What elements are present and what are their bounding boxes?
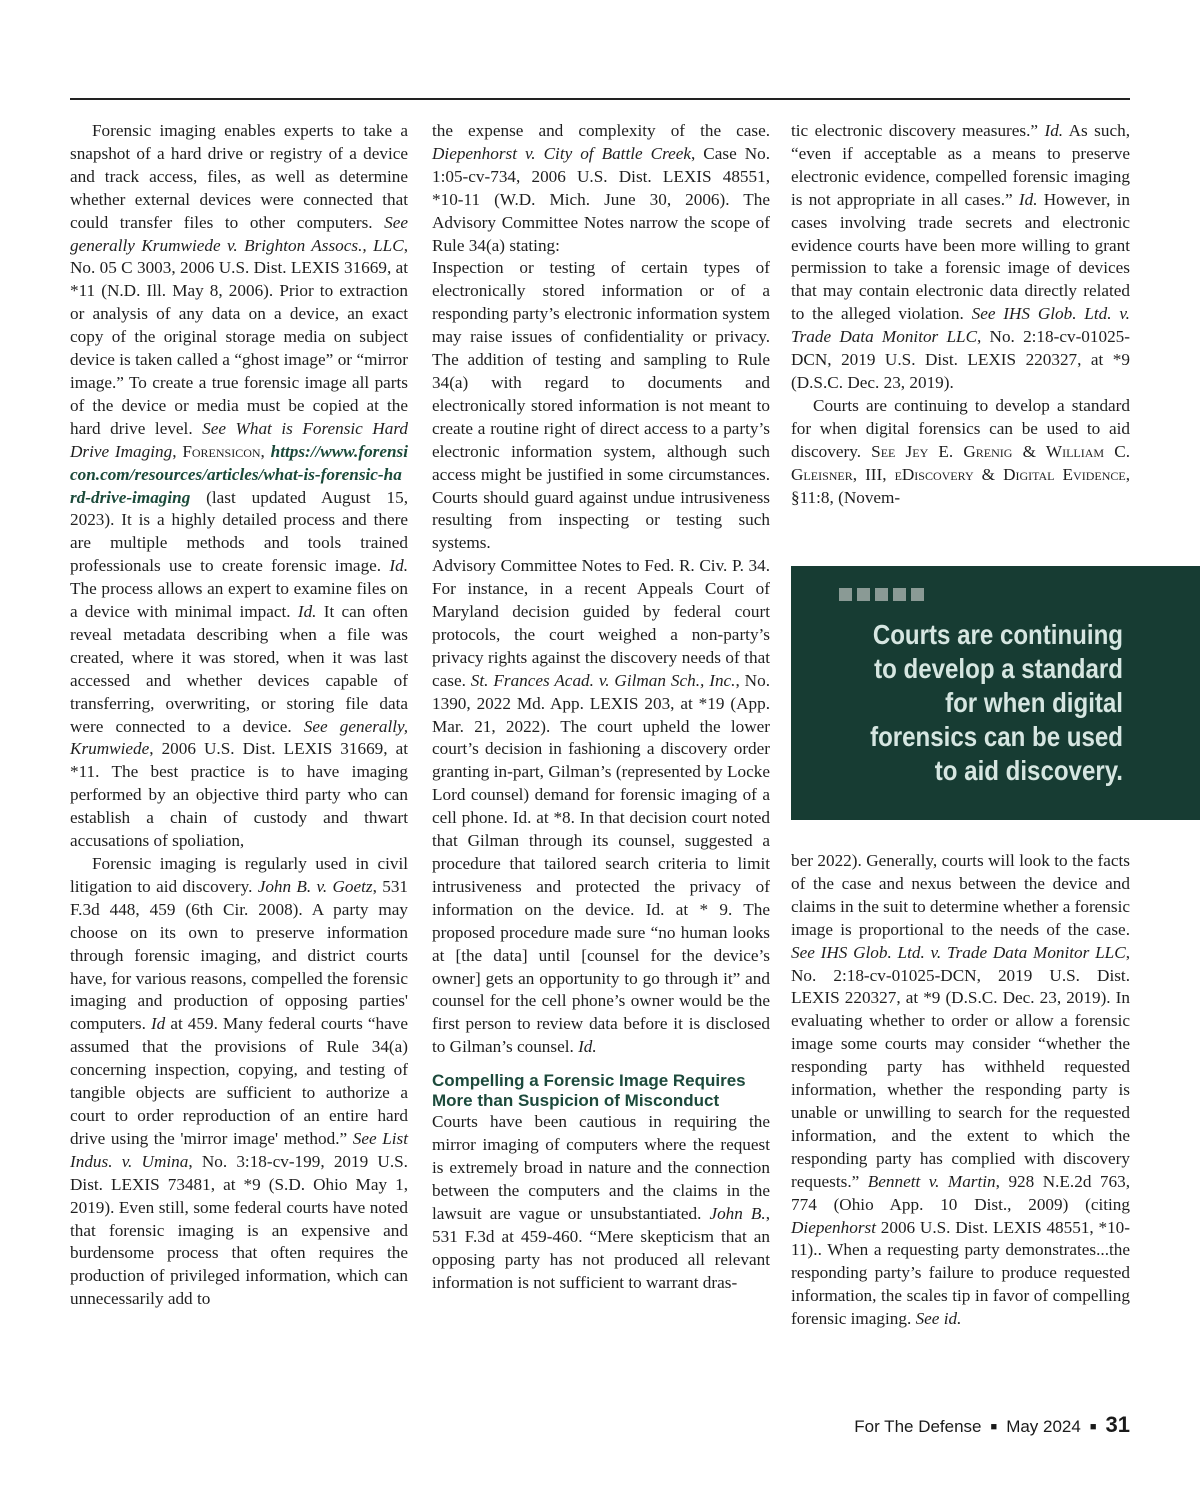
forensicon-link[interactable]: https://www.forensicon.com/resources/articles/what-is-forensic-hard-drive-imaging [70,441,409,507]
paragraph: Forensic imaging is regularly used in civil litigation to aid discovery. John B. v. Goetz, 531 F.3d 448, 459 (6th Cir. 2008). A party may choose on its own to preserve information through forensic imaging, and district courts have, for various reasons, compelled the forensic imaging and production of opposing parties' computers. Id at 459. Many federal courts “have assumed that the provisions of Rule 34(a) concerning inspection, copying, and testing of tangible objects are sufficient to authorize a court to order reproduction of an entire hard drive using the 'mirror image' method.” See List Indus. v. Umina, No. 3:18-cv-199, 2019 U.S. Dist. LEXIS 73481, at *9 (S.D. Ohio May 1, 2019). Even still, some federal courts have noted that forensic imaging is an expensive and burdensome process that often requires the production of privileged information, which can unnecessarily add to [70,854,409,1309]
page-footer [854,1412,1130,1438]
pull-quote [791,566,1200,820]
column-2 [432,120,770,1294]
paragraph: Courts are continuing to develop a standard for when digital forensics can be used to aid discovery. See Jey E. Grenig & William C. Gleisner, III, eDiscovery & Digital Evidence, §11:8, (Novem- [791,395,1130,507]
paragraph: tic electronic discovery measures.” Id. As such, “even if acceptable as a means to preserve electronic evidence, compelled forensic imaging is not appropriate in all cases.” Id. However, in cases involving trade secrets and electronic evidence courts have been more willing to grant permission to take a forensic image of devices that may contain electronic data directly related to the alleged violation. See IHS Glob. Ltd. v. Trade Data Monitor LLC, No. 2:18-cv-01025-DCN, 2019 U.S. Dist. LEXIS 220327, at *9 (D.S.C. Dec. 23, 2019). [791,121,1130,392]
paragraph: Forensic imaging enables experts to take a snapshot of a hard drive or registry of a device and track access, files, as well as determine whether external devices were connected that could transfer files to other computers. See generally Krumwiede v. Brighton Assocs., LLC, No. 05 C 3003, 2006 U.S. Dist. LEXIS 31669, at *11 (N.D. Ill. May 8, 2006). Prior to extraction or analysis of any data on a device, an exact copy of the original storage media on subject device is taken called a “ghost image” or “mirror image.” To create a true forensic image all parts of the device or media must be copied at the hard drive level. See What is Forensic Hard Drive Imaging, Forensicon, https://www.forensicon.com/resources/articles/what-is-forensic-hard-drive-imaging (last updated August 15, 2023). It is a highly detailed process and there are multiple methods and tools trained professionals use to create forensic image. Id. The process allows an expert to examine files on a device with minimal impact. Id. It can often reveal metadata describing when a file was created, where it was stored, when it was last accessed and whether devices capable of transferring, overwriting, or storing file data were connected to a device. See generally, Krumwiede, 2006 U.S. Dist. LEXIS 31669, at *11. The best practice is to have imaging performed by an objective third party who can establish a chain of custody and thwart accusations of spoliation, [70,121,409,851]
issue-date: May 2024 [1006,1417,1081,1436]
separator-icon: ■ [990,1421,998,1433]
paragraph: Advisory Committee Notes to Fed. R. Civ. P. 34. For instance, in a recent Appeals Court of Maryland decision guided by federal court protocols, the court weighed a non-party’s privacy rights against the discovery needs of that case. St. Frances Acad. v. Gilman Sch., Inc., No. 1390, 2022 Md. App. LEXIS 203, at *19 (App. Mar. 21, 2022). The court upheld the lower court’s decision in fashioning a discovery order granting in-part, Gilman’s (represented by Locke Lord counsel) demand for forensic imaging of a cell phone. Id. at *8. In that decision court noted that Gilman through its counsel, suggested a procedure that tailored search criteria to limit intrusiveness and protected the privacy of information on the device. Id. at * 9. The proposed procedure made sure “no human looks at [the data] until [counsel for the device’s owner] gets an opportunity to go through it” and counsel for the cell phone’s owner would be the first person to review data before it is disclosed to Gilman’s counsel. Id. [432,556,770,1057]
paragraph: the expense and complexity of the case. Diepenhorst v. City of Battle Creek, Case No. 1:05-cv-734, 2006 U.S. Dist. LEXIS 48551, *10-11 (W.D. Mich. June 30, 2006). The Advisory Committee Notes narrow the scope of Rule 34(a) stating: [432,121,770,255]
pull-quote-text: Courts are continuing to develop a standard for when digital forensics can be used to aid discovery. [870,619,1123,786]
top-rule [70,98,1130,100]
paragraph: ber 2022). Generally, courts will look to the facts of the case and nexus between the device and claims in the suit to determine whether a forensic image is proportional to the needs of the case. See IHS Glob. Ltd. v. Trade Data Monitor LLC, No. 2:18-cv-01025-DCN, 2019 U.S. Dist. LEXIS 220327, at *9 (D.S.C. Dec. 23, 2019). In evaluating whether to order or allow a forensic image some courts may consider “whether the responding party has withheld requested information, whether the responding party is unable or unwilling to search for the requested information, and the extent to which the responding party has complied with discovery requests.” Bennett v. Martin, 928 N.E.2d 763, 774 (Ohio App. 10 Dist., 2009) (citing Diepenhorst 2006 U.S. Dist. LEXIS 48551, *10-11).. When a requesting party demonstrates...the responding party’s failure to produce requested information, the scales tip in favor of compelling forensic imaging. See id. [791,851,1130,1329]
block-quote: Inspection or testing of certain types of electronically stored information or of a responding party’s electronic information system may raise issues of confidentiality or privacy. The addition of testing and sampling to Rule 34(a) with regard to documents and electronically stored information is not meant to create a routine right of direct access to a party’s electronic information system, although such access might be justified in some circumstances. Courts should guard against undue intrusiveness resulting from inspecting or testing such systems. [432,258,770,553]
section-heading: Compelling a Forensic Image Requires More than Suspicion of Misconduct [432,1071,746,1111]
page-number: 31 [1105,1412,1130,1437]
publication-name: For The Defense [854,1417,982,1436]
column-3-top [791,120,1130,509]
separator-icon: ■ [1089,1421,1097,1433]
column-1 [70,120,408,1311]
paragraph: Courts have been cautious in requiring the mirror imaging of computers where the request is extremely broad in nature and the connection between the computers and the claims in the lawsuit are vague or unsubstantiated. John B., 531 F.3d at 459-460. “Mere skepticism that an opposing party has not produced all relevant information is not sufficient to warrant dras- [432,1112,770,1292]
decorative-squares-icon [839,588,924,601]
column-3-bottom [791,850,1130,1331]
